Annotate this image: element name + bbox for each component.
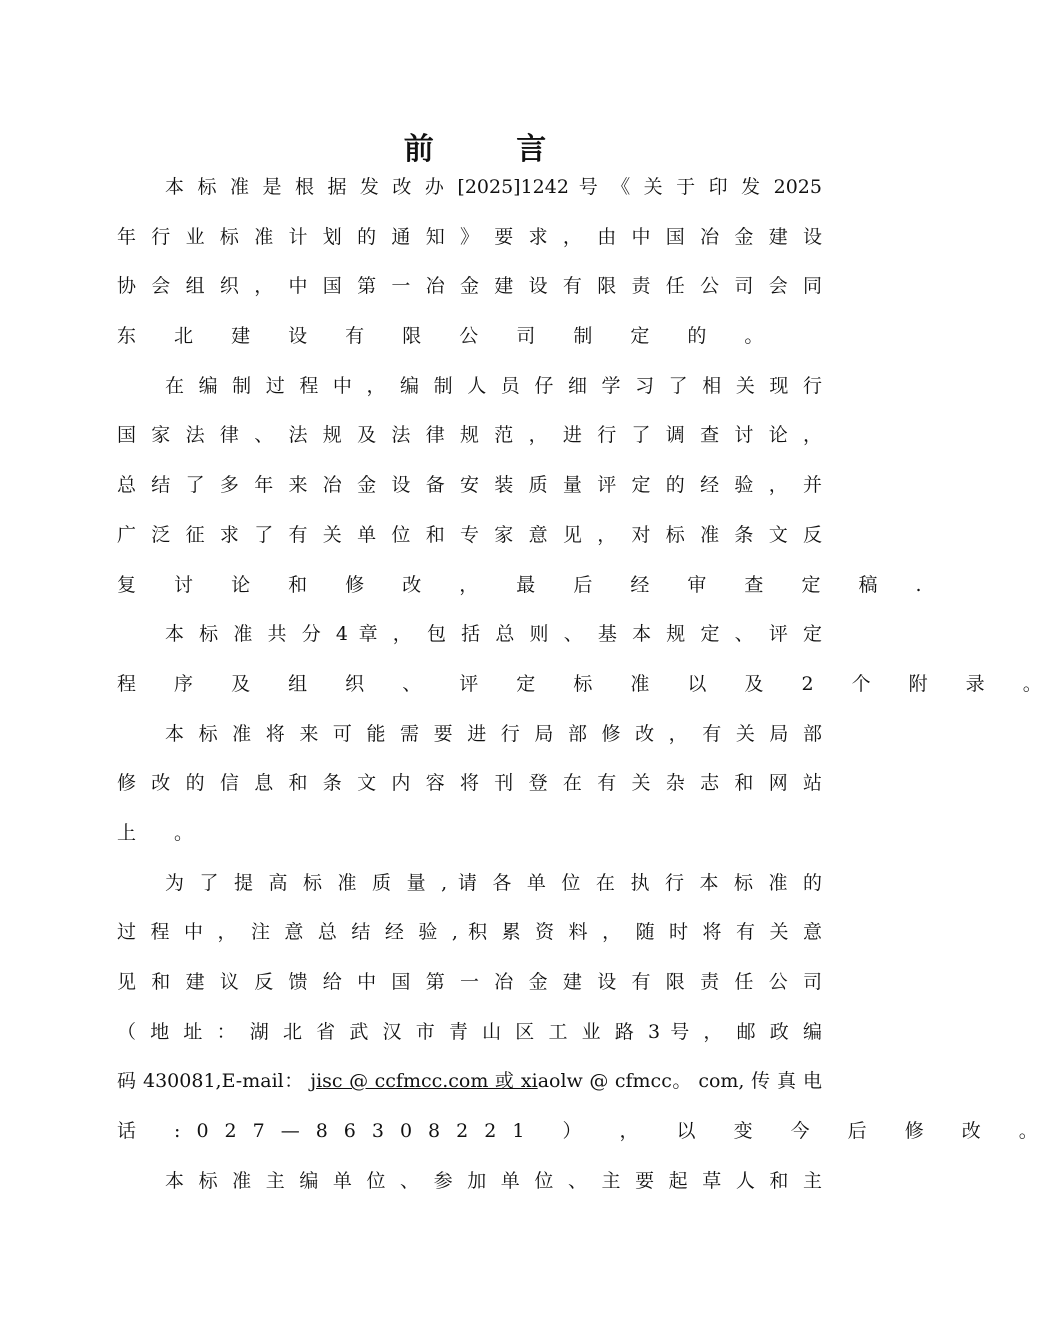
email-line (117, 1057, 822, 1107)
text-line: 本 标 准 将 来 可 能 需 要 进 行 局 部 修 改 ， 有 关 局 部 (165, 722, 822, 745)
text-line: 为 了 提 高 标 准 质 量 , 请 各 单 位 在 执 行 本 标 准 的 (165, 871, 822, 894)
text-line: 程 序 及 组 织 、 评 定 标 准 以 及 2 个 附 录 。 (117, 672, 1058, 695)
text-line: 修 改 的 信 息 和 条 文 内 容 将 刊 登 在 有 关 杂 志 和 网 站 (117, 772, 822, 795)
text-line: 本 标 准 共 分 4 章 ， 包 括 总 则 、 基 本 规 定 、 评 定 (165, 623, 822, 646)
text-line: 年 行 业 标 准 计 划 的 通 知 》 要 求 ， 由 中 国 冶 金 建 设 (117, 225, 822, 248)
text-line: 协 会 组 织 ， 中 国 第 一 冶 金 建 设 有 限 责 任 公 司 会 同 (117, 275, 822, 298)
email-line-prefix: 码 430081,E-mail： (117, 1070, 304, 1093)
page-title: 前 言 (403, 132, 583, 167)
text-line: 本 标 准 主 编 单 位 、 参 加 单 位 、 主 要 起 草 人 和 主 (165, 1169, 822, 1192)
text-line: 上 。 (117, 821, 210, 844)
text-line: 复 讨 论 和 修 改 ， 最 后 经 审 查 定 稿 . (117, 573, 938, 596)
email-line-suffix: aolw @ cfmcc。 com, 传 真 电 (537, 1070, 822, 1093)
email-link[interactable]: jisc @ ccfmcc.com 或 xi (310, 1070, 538, 1093)
text-line: 见 和 建 议 反 馈 给 中 国 第 一 冶 金 建 设 有 限 责 任 公 司 (117, 971, 822, 993)
text-line: 总 结 了 多 年 来 冶 金 设 备 安 装 质 量 评 定 的 经 验 ， 并 (117, 474, 822, 497)
text-line: （ 地 址 ： 湖 北 省 武 汉 市 青 山 区 工 业 路 3 号 ， 邮 政 编 (117, 1020, 822, 1043)
text-line: 东 北 建 设 有 限 公 司 制 定 的 。 (117, 325, 780, 348)
text-line: 广 泛 征 求 了 有 关 单 位 和 专 家 意 见 ， 对 标 准 条 文 反 (117, 523, 822, 546)
text-line: 话 :027—86308221 ） ， 以 变 今 后 修 改 。 (117, 1120, 1054, 1143)
document-body (117, 163, 1058, 1206)
text-line: 国 家 法 律 、 法 规 及 法 律 规 范 ， 进 行 了 调 查 讨 论 ， (117, 424, 822, 447)
text-line: 在 编 制 过 程 中 ， 编 制 人 员 仔 细 学 习 了 相 关 现 行 (165, 374, 822, 397)
text-line: 过 程 中 ， 注 意 总 结 经 验 , 积 累 资 料 ， 随 时 将 有 关 意 (117, 921, 822, 944)
text-line: 本 标 准 是 根 据 发 改 办 [2025]1242 号 《 关 于 印 发 2025 (165, 176, 822, 198)
